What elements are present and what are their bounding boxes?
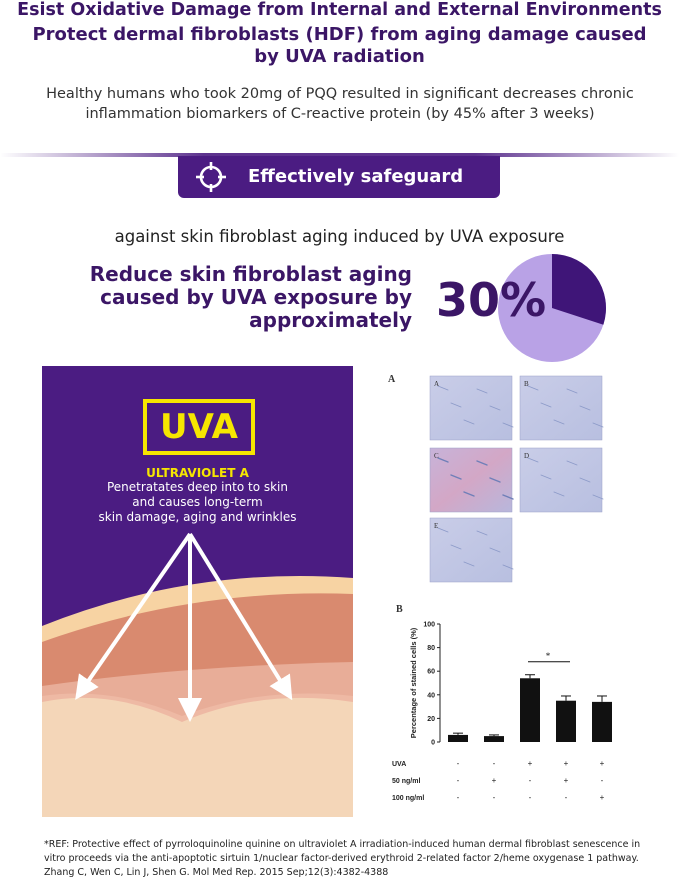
- condition-value: -: [528, 776, 532, 785]
- micrograph-label: E: [434, 522, 439, 530]
- uva-title: ULTRAVIOLET A: [146, 466, 249, 480]
- condition-label: 100 ng/ml: [392, 795, 425, 802]
- micrograph-label: A: [434, 380, 440, 388]
- claim-percent: 30%: [436, 273, 547, 327]
- micrograph-b: [520, 376, 603, 440]
- reference-line3: Zhang C, Wen C, Lin J, Shen G. Mol Med Rep. 2015 Sep;12(3):4382-4388: [44, 867, 389, 878]
- condition-value: -: [456, 776, 460, 785]
- bar-chart: [409, 622, 612, 747]
- figure-b-label: B: [396, 604, 403, 615]
- reference-text: [44, 838, 664, 880]
- y-tick-label: 100: [423, 621, 435, 629]
- uva-illustration: [42, 366, 353, 817]
- bar-5: [592, 702, 612, 742]
- condition-value: +: [599, 793, 605, 802]
- micrograph-label: D: [524, 452, 530, 460]
- micrograph-image: [430, 376, 512, 440]
- page-subtitle-line1: Protect dermal fibroblasts (HDF) from aging damage caused: [32, 24, 647, 45]
- y-tick-label: 40: [427, 692, 435, 700]
- bar-1: [448, 735, 468, 742]
- intro-text: [20, 84, 660, 124]
- uva-description-line3: skin damage, aging and wrinkles: [98, 510, 297, 524]
- uva-description: [42, 480, 353, 525]
- claim-line2: caused by UVA exposure by: [100, 285, 412, 309]
- page-title: Esist Oxidative Damage from Internal and External Environments: [17, 0, 662, 20]
- condition-value: +: [527, 759, 533, 768]
- micrograph-d: [520, 448, 603, 512]
- bar-4: [556, 701, 576, 742]
- micrograph-label: C: [434, 452, 439, 460]
- condition-table: [392, 759, 605, 802]
- bar-2: [484, 736, 504, 742]
- intro-line1: Healthy humans who took 20mg of PQQ resulted in significant decreases chronic: [46, 86, 634, 102]
- reference-line2: vitro proceeds via the anti-apoptotic sirtuin 1/nuclear factor-derived erythroid 2-related factor 2/heme oxygenase 1 pathway.: [44, 853, 639, 864]
- condition-value: +: [563, 776, 569, 785]
- micrograph-image: [430, 518, 512, 582]
- condition-value: +: [599, 759, 605, 768]
- y-tick-label: 0: [431, 739, 435, 747]
- figure-a-label: A: [388, 374, 396, 385]
- section-subheading: against skin fibroblast aging induced by UVA exposure: [114, 227, 565, 246]
- condition-label: 50 ng/ml: [392, 778, 421, 785]
- condition-value: -: [528, 793, 532, 802]
- condition-value: -: [456, 793, 460, 802]
- condition-value: +: [563, 759, 569, 768]
- micrograph-a: [430, 376, 513, 440]
- uva-badge: UVA: [143, 399, 255, 455]
- y-tick-label: 80: [427, 645, 435, 653]
- condition-value: -: [456, 759, 460, 768]
- uva-description-line2: and causes long-term: [132, 495, 263, 509]
- condition-value: -: [600, 776, 604, 785]
- micrograph-label: B: [524, 380, 529, 388]
- uva-description-line1: Penetratates deep into to skin: [106, 480, 288, 494]
- y-tick-label: 60: [427, 668, 435, 676]
- micrograph-image: [520, 376, 602, 440]
- micrograph-c: [430, 448, 513, 512]
- condition-value: -: [492, 793, 496, 802]
- micrograph-image: [520, 448, 602, 512]
- claim-text: [50, 263, 412, 332]
- claim-line3: approximately: [249, 308, 412, 332]
- micrograph-e: [430, 518, 513, 582]
- study-figure: [378, 370, 628, 810]
- y-axis-label: Percentage of stained cells (%): [409, 627, 418, 739]
- condition-value: -: [492, 759, 496, 768]
- claim-line1: Reduce skin fibroblast aging: [89, 262, 412, 286]
- intro-line2: inflammation biomarkers of C-reactive protein (by 45% after 3 weeks): [85, 106, 595, 122]
- condition-label: UVA: [392, 761, 407, 768]
- crosshair-target-icon: [194, 160, 228, 194]
- condition-value: +: [491, 776, 497, 785]
- micrograph-image: [430, 448, 512, 512]
- reference-line1: *REF: Protective effect of pyrroloquinoline quinine on ultraviolet A irradiation-induced human dermal fibroblast senescence in: [44, 839, 641, 850]
- condition-value: -: [564, 793, 568, 802]
- page-subtitle: [0, 24, 679, 68]
- y-tick-label: 20: [427, 715, 435, 723]
- page-subtitle-line2: by UVA radiation: [254, 46, 425, 67]
- bar-3: [520, 678, 540, 742]
- banner-label: Effectively safeguard: [248, 166, 464, 187]
- micrograph-grid: [430, 376, 603, 582]
- significance-mark: *: [545, 650, 551, 661]
